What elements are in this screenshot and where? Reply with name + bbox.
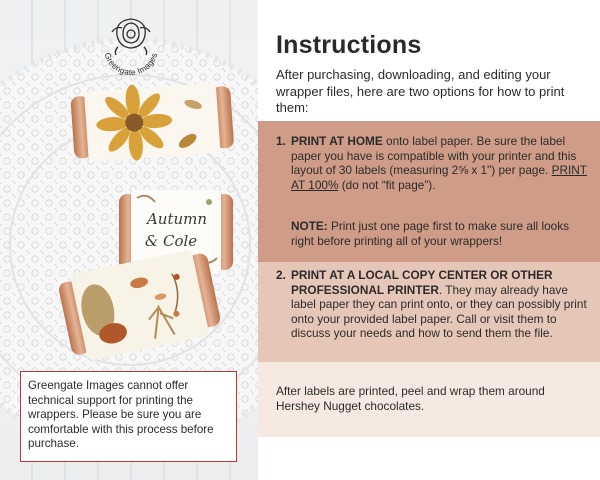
disclaimer-box bbox=[20, 371, 237, 462]
disclaimer-text: Greengate Images cannot offer technical support for printing the wrappers. Please be sure you are comfortable with this process before purchase. bbox=[28, 379, 214, 451]
step2-number: 2. bbox=[276, 268, 286, 282]
page-title: Instructions bbox=[276, 31, 422, 59]
note-label: NOTE: bbox=[291, 219, 328, 233]
intro-text: After purchasing, downloading, and editing your wrapper files, here are two options for how to print them: bbox=[276, 67, 565, 115]
svg-text:Greengate Images bbox=[103, 52, 160, 78]
step1-body-b: (do not “fit page”). bbox=[338, 177, 436, 192]
brand-logo bbox=[96, 10, 166, 80]
step1-note bbox=[276, 219, 590, 248]
wrapper-name-line2: & Cole bbox=[144, 232, 198, 250]
step2-heading: PRINT AT A LOCAL COPY CENTER OR OTHER PROFESSIONAL PRINTER bbox=[291, 268, 553, 297]
brand-name: Greengate Images bbox=[102, 51, 160, 78]
step1-print-100: PRINT AT 100% bbox=[291, 163, 587, 192]
step1-body-a: onto label paper. Be sure the label paper you have is compatible with your printer and this layout of 30 labels (measuring 2⅝ x 1") per page. bbox=[291, 134, 577, 178]
step2-body: . They may already have label paper they can print onto, or they can possibly print onto your provided label paper. Call or visit them to discuss your needs and how to send them the file. bbox=[291, 282, 587, 341]
note-text: Print just one page first to make sure all looks right before printing all of your wrappers! bbox=[291, 219, 569, 248]
step1-number: 1. bbox=[276, 134, 286, 148]
after-print-text: After labels are printed, peel and wrap them around Hershey Nugget chocolates. bbox=[276, 384, 545, 413]
wrapper-name-line1: Autumn bbox=[146, 210, 208, 228]
step2-text bbox=[276, 268, 590, 341]
product-photo bbox=[0, 0, 258, 480]
rose-icon bbox=[112, 19, 150, 55]
step1-heading: PRINT AT HOME bbox=[291, 134, 383, 148]
step1-text bbox=[276, 134, 590, 192]
